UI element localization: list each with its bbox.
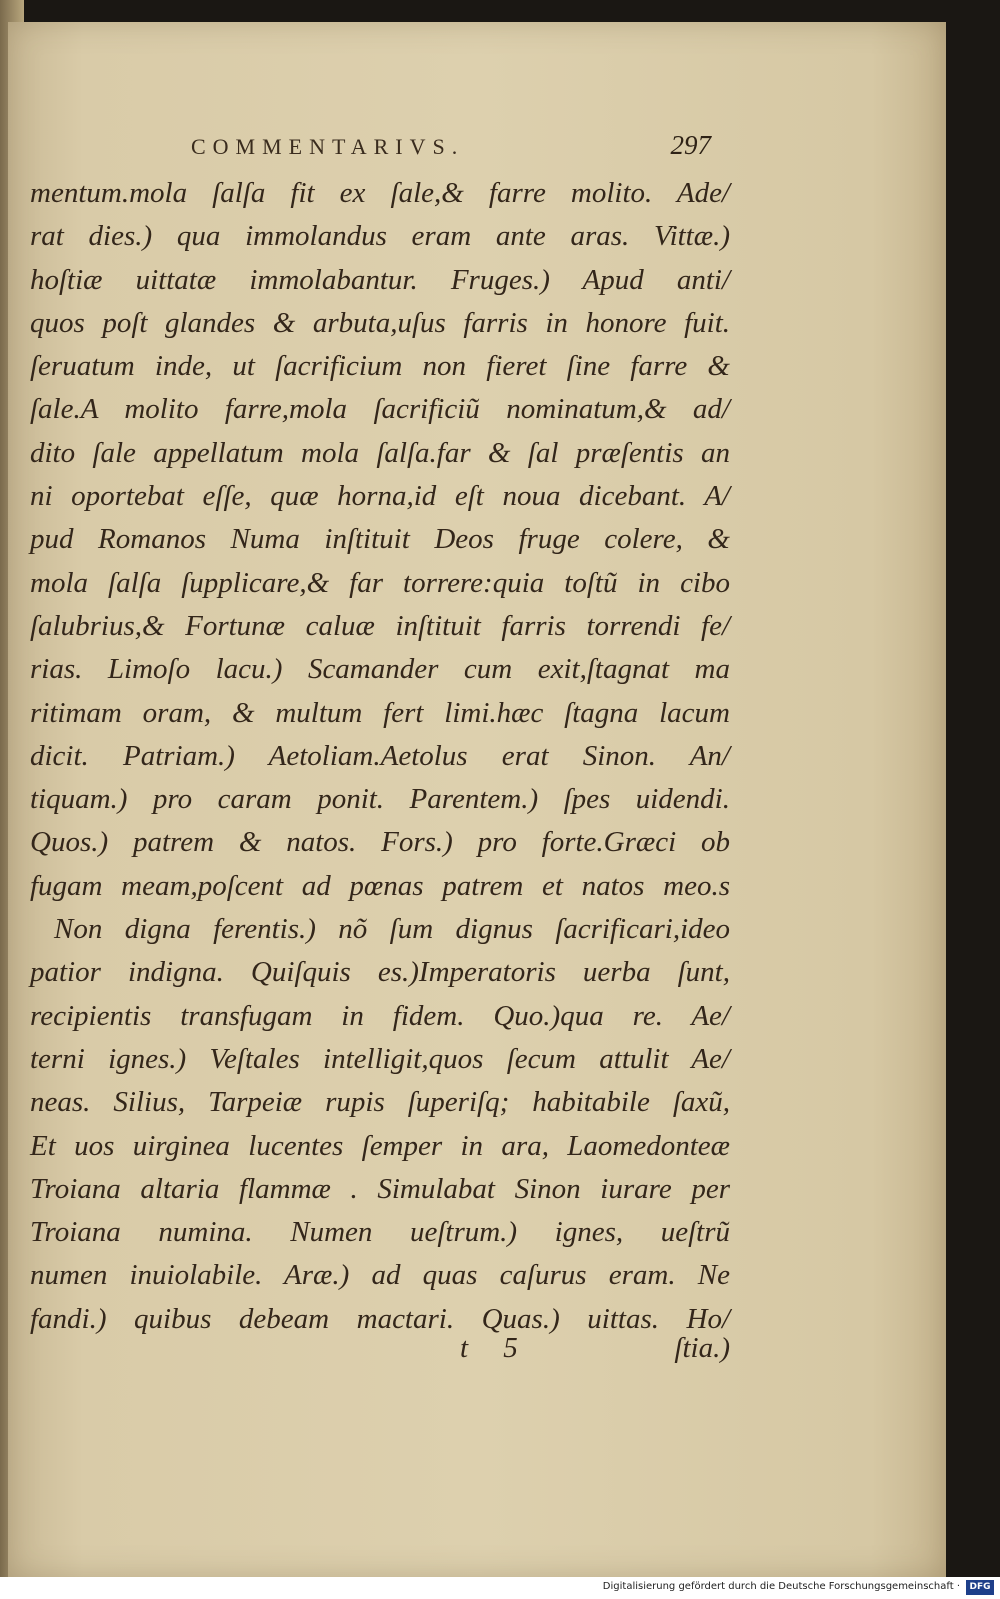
running-head <box>191 130 711 170</box>
signature-mark: t 5 <box>460 1332 532 1364</box>
catchline <box>30 1332 730 1376</box>
book-page <box>8 22 946 1577</box>
text-line: quos poſt glandes & arbuta,uſus farris in honore fuit. <box>30 306 730 339</box>
footer-credit: Digitalisierung gefördert durch die Deutsche Forschungsgemeinschaft · <box>602 1581 960 1592</box>
text-line: tiquam.) pro caram ponit. Parentem.) ſpes uidendi. <box>30 783 730 816</box>
text-line: mola ſalſa ſupplicare,& far torrere:quia toſtũ in cibo <box>30 566 730 599</box>
text-line: patior indigna. Quiſquis es.)Imperatoris uerba ſunt, <box>30 956 730 989</box>
text-line: dito ſale appellatum mola ſalſa.far & ſal præſentis an <box>30 436 730 469</box>
text-line: ſalubrius,& Fortunæ caluæ inſtituit farris torrendi fe/ <box>30 609 730 642</box>
text-line: Non digna ferentis.) nõ ſum dignus ſacrificari,ideo <box>54 913 730 946</box>
text-line: recipientis transfugam in fidem. Quo.)qua re. Ae/ <box>30 999 730 1032</box>
text-line: ni oportebat eſſe, quæ horna,id eſt noua dicebant. A/ <box>30 480 730 513</box>
dfg-logo: DFG <box>966 1580 994 1595</box>
text-line: fandi.) quibus debeam mactari. Quas.) uittas. Ho/ <box>30 1302 730 1335</box>
catchword: ſtia.) <box>674 1332 730 1364</box>
text-line: Troiana altaria flammæ . Simulabat Sinon iurare per <box>30 1172 730 1205</box>
text-line: ſale.A molito farre,mola ſacrificiũ nominatum,& ad/ <box>30 393 730 426</box>
text-line: hoſtiæ uittatæ immolabantur. Fruges.) Apud anti/ <box>30 263 730 296</box>
text-line: Quos.) patrem & natos. Fors.) pro forte.Græci ob <box>30 826 730 859</box>
page-number: 297 <box>670 130 711 160</box>
text-line: Troiana numina. Numen ueſtrum.) ignes, ueſtrũ <box>30 1216 730 1249</box>
text-line: fugam meam,poſcent ad pœnas patrem et natos meo.s <box>30 869 730 902</box>
text-line: terni ignes.) Veſtales intelligit,quos ſecum attulit Ae/ <box>30 1042 730 1075</box>
text-line: rias. Limoſo lacu.) Scamander cum exit,ſtagnat ma <box>30 653 730 686</box>
text-line: dicit. Patriam.) Aetoliam.Aetolus erat Sinon. An/ <box>30 739 730 772</box>
text-line: mentum.mola ſalſa fit ex ſale,& farre molito. Ade/ <box>30 177 730 209</box>
text-line: rat dies.) qua immolandus eram ante aras. Vittæ.) <box>30 220 730 253</box>
text-line: ritimam oram, & multum fert limi.hæc ſtagna lacum <box>30 696 730 729</box>
text-line: Et uos uirginea lucentes ſemper in ara, Laomedonteæ <box>30 1129 730 1162</box>
text-line: numen inuiolabile. Aræ.) ad quas caſurus eram. Ne <box>30 1259 730 1292</box>
text-line: pud Romanos Numa inſtituit Deos fruge colere, & <box>30 523 730 556</box>
digitization-footer <box>0 1577 1000 1599</box>
text-line: ſeruatum inde, ut ſacrificium non fieret ſine farre & <box>30 350 730 383</box>
text-line: neas. Silius, Tarpeiæ rupis ſuperiſq; habitabile ſaxũ, <box>30 1086 730 1119</box>
body-text <box>30 172 730 1341</box>
running-head-title: COMMENTARIVS. <box>191 134 465 159</box>
